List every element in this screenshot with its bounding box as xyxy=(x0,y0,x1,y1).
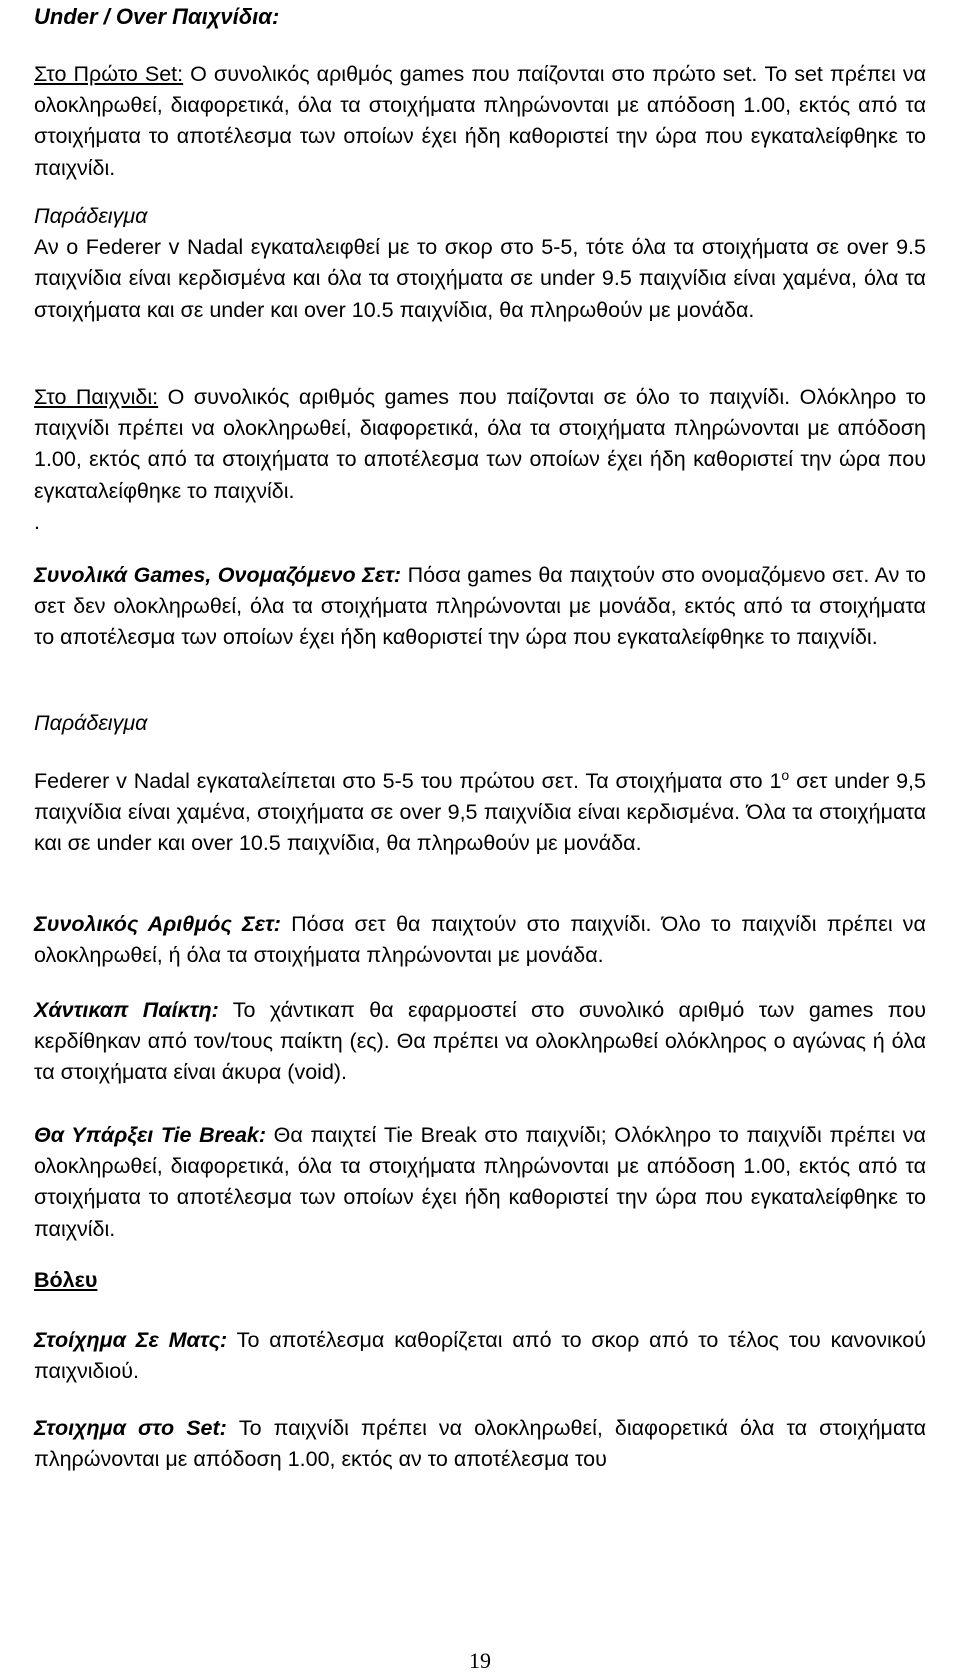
handicap-text: Το χάντικαπ θα εφαρμοστεί στο συνολικό αριθμό των games που κερδίθηκαν από τον/τους παίκτη (ες). Θα πρέπει να ολοκληρωθεί ολόκληρος ο αγώνας ή όλα τα στοιχήματα είναι άκυρα (void). xyxy=(34,998,926,1085)
tie-break-text: Θα παιχτεί Tie Break στο παιχνίδι; Ολόκληρο το παιχνίδι πρέπει να ολοκληρωθεί, διαφορετικά, όλα τα στοιχήματα πληρώνονται με απόδοση 1.00, εκτός από τα στοιχήματα το αποτέλεσμα των οποίων έχει ήδη καθοριστεί την ώρα που εγκαταλείφθηκε το παιχνίδι. xyxy=(34,1123,926,1241)
first-set-paragraph xyxy=(34,59,926,184)
match-paragraph xyxy=(34,382,926,538)
total-sets-text: Πόσα σετ θα παιχτούν στο παιχνίδι. Όλο το παιχνίδι πρέπει να ολοκληρωθεί, ή όλα τα στοιχήματα πληρώνονται με μονάδα. xyxy=(34,912,926,968)
total-sets-paragraph xyxy=(34,909,926,971)
handicap-label: Χάντικαπ Παίκτη: xyxy=(34,998,219,1022)
match-bet-text: Το αποτέλεσμα καθορίζεται από το σκορ από το τέλος του κανονικού παιχνιδιού. xyxy=(34,1328,926,1384)
example-2-label: Παράδειγμα xyxy=(34,711,148,735)
set-bet-text: Το παιχνίδι πρέπει να ολοκληρωθεί, διαφορετικά όλα τα στοιχήματα πληρώνονται με απόδοση 1.00, εκτός αν το αποτέλεσμα του xyxy=(34,1416,926,1472)
match-bet-paragraph xyxy=(34,1325,926,1387)
handicap-paragraph xyxy=(34,995,926,1089)
ordinal-superscript: ο xyxy=(781,766,790,783)
example-1-text: Αν ο Federer v Nadal εγκαταλειφθεί με το σκορ στο 5-5, τότε όλα τα στοιχήματα σε over 9.5 παιχνίδια είναι κερδισμένα και όλα τα στοιχήματα σε under 9.5 παιχνίδια είναι χαμένα, όλα τα στοιχήματα και σε under και over 10.5 παιχνίδια, θα πληρωθούν με μονάδα. xyxy=(34,235,926,322)
volleyball-heading-line xyxy=(34,1265,926,1296)
match-bet-label: Στοίχημα Σε Ματς: xyxy=(34,1328,228,1352)
title-text: Under / Over Παιχνίδια: xyxy=(34,4,280,29)
set-bet-label: Στοιχημα στο Set: xyxy=(34,1416,227,1440)
first-set-text: Ο συνολικός αριθμός games που παίζονται στο πρώτο set. Το set πρέπει να ολοκληρωθεί, διαφορετικά, όλα τα στοιχήματα πληρώνονται με απόδοση 1.00, εκτός από τα στοιχήματα το αποτέλεσμα των οποίων έχει ήδη καθοριστεί την ώρα που εγκαταλείφθηκε το παιχνίδι. xyxy=(34,62,927,180)
example-2-label-line xyxy=(34,708,926,739)
match-label: Στο Παιχνιδι: xyxy=(34,385,159,409)
example-2-paragraph xyxy=(34,766,926,860)
example-1-label: Παράδειγμα xyxy=(34,204,148,228)
tie-break-label: Θα Υπάρξει Tie Break: xyxy=(34,1123,267,1147)
volleyball-heading: Βόλευ xyxy=(34,1268,98,1292)
total-sets-label: Συνολικός Αριθμός Σετ: xyxy=(34,912,281,936)
tie-break-paragraph xyxy=(34,1120,926,1245)
first-set-label: Στο Πρώτο Set: xyxy=(34,62,184,86)
example-2-text-b: σετ under 9,5 παιχνίδια είναι χαμένα, στοιχήματα σε over 9,5 παιχνίδια είναι κερδισμένα. Όλα τα στοιχήματα και σε under και over 10.5 παιχνίδια, θα πληρωθούν με μονάδα. xyxy=(34,769,926,856)
section-title xyxy=(34,1,926,32)
stray-dot: . xyxy=(34,509,40,534)
page-number: 19 xyxy=(469,1648,491,1673)
named-set-text: Πόσα games θα παιχτούν στο ονομαζόμενο σετ. Αν το σετ δεν ολοκληρωθεί, όλα τα στοιχήματα πληρώνονται με μονάδα, εκτός από τα στοιχήματα το αποτέλεσμα των οποίων έχει ήδη καθοριστεί την ώρα που εγκαταλείφθηκε το παιχνίδι. xyxy=(34,563,926,650)
match-text: Ο συνολικός αριθμός games που παίζονται σε όλο το παιχνίδι. Ολόκληρο το παιχνίδι πρέπει να ολοκληρωθεί, διαφορετικά, όλα τα στοιχήματα πληρώνονται με απόδοση 1.00, εκτός από τα στοιχήματα το αποτέλεσμα των οποίων έχει ήδη καθοριστεί την ώρα που εγκαταλείφθηκε το παιχνίδι. xyxy=(34,385,926,503)
example-2-text-a: Federer v Nadal εγκαταλείπεται στο 5-5 του πρώτου σετ. Τα στοιχήματα στο 1 xyxy=(34,769,782,793)
example-1-paragraph xyxy=(34,201,926,326)
named-set-paragraph xyxy=(34,560,926,654)
named-set-label: Συνολικά Games, Ονομαζόμενο Σετ: xyxy=(34,563,402,587)
set-bet-paragraph xyxy=(34,1413,926,1475)
